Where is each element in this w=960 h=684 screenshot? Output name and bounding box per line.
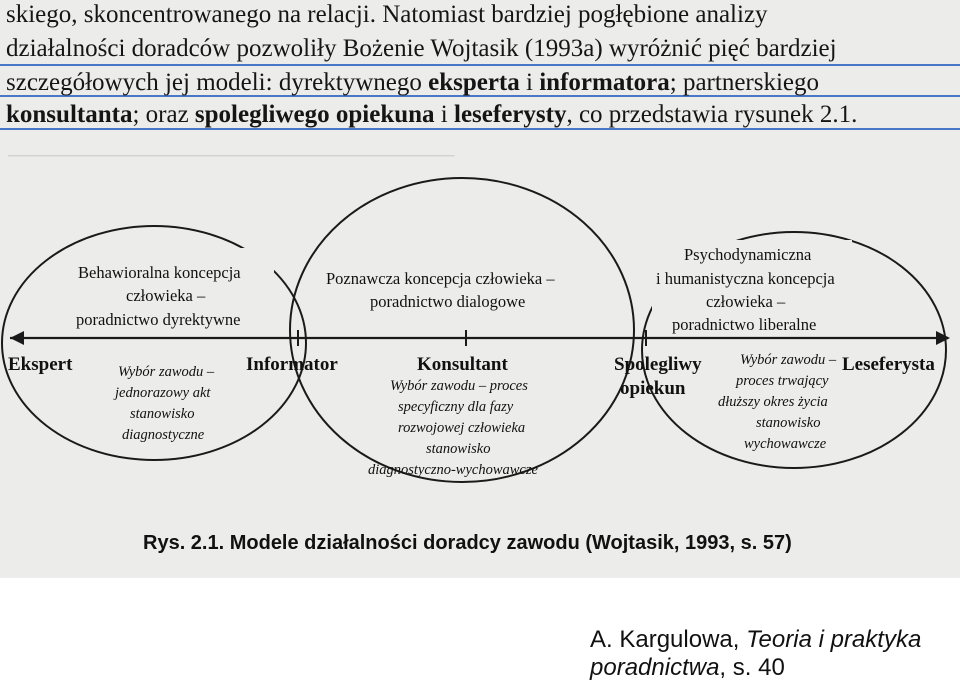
bold-term-ekspert: eksperta — [428, 69, 520, 96]
axis-arrow-right-icon — [936, 331, 950, 345]
citation-line-2 — [590, 654, 921, 682]
text-run: działalności doradców pozwoliły Bożenie Wojtasik (1993a) wyróżnić pięć bardziej — [6, 35, 837, 62]
left-detail-line: diagnostyczne — [122, 427, 205, 443]
bold-term-informator: informatora — [539, 69, 670, 96]
text-run: skiego, skoncentrowanego na relacji. Natomiast bardziej pogłębione analizy — [6, 1, 768, 28]
left-concept-line: człowieka – — [126, 286, 206, 305]
right-detail-line: wychowawcze — [744, 436, 827, 452]
right-detail-line: stanowisko — [756, 415, 821, 431]
citation-line-1 — [590, 626, 921, 654]
middle-detail-line: diagnostyczno-wychowawcze — [368, 462, 538, 478]
bold-term-leseferysta: leseferysty — [454, 101, 567, 128]
text-run: i — [519, 69, 540, 96]
left-detail-line: jednorazowy akt — [115, 385, 211, 401]
paragraph-line-2 — [6, 34, 956, 64]
text-run: i — [434, 101, 454, 128]
middle-concept-line: poradnictwo dialogowe — [370, 292, 526, 311]
right-detail-line: proces trwający — [736, 373, 829, 389]
middle-detail-line: rozwojowej człowieka — [398, 420, 526, 436]
left-concept-line: poradnictwo dyrektywne — [76, 310, 241, 329]
left-detail-line: Wybór zawodu – — [118, 364, 215, 380]
left-concept-line: Behawioralna koncepcja — [78, 263, 241, 282]
axis-label-opiekun: opiekun — [620, 378, 686, 399]
text-run: szczegółowych jej modeli: dyrektywnego — [6, 69, 429, 96]
left-detail-line: stanowisko — [130, 406, 195, 422]
text-run: , co przedstawia rysunek 2.1. — [566, 101, 858, 128]
highlight-underline — [0, 64, 960, 66]
axis-label-leseferysta: Leseferysta — [842, 354, 935, 375]
axis-label-konsultant: Konsultant — [417, 354, 508, 375]
citation-title-cont: poradnictwa — [590, 654, 720, 681]
right-concept-line: i humanistyczna koncepcja — [656, 269, 835, 288]
right-detail-line: Wybór zawodu – — [740, 352, 837, 368]
middle-circle — [290, 178, 634, 482]
counselor-models-diagram — [0, 150, 960, 530]
bold-term-opiekun: spolegliwego opiekuna — [194, 101, 435, 128]
citation-title: Teoria i praktyka — [746, 626, 922, 653]
text-run: ; partnerskiego — [669, 69, 820, 96]
middle-detail-line: Wybór zawodu – proces — [390, 378, 528, 394]
paragraph-line-1 — [6, 0, 956, 30]
right-concept-line: Psychodynamiczna — [684, 245, 812, 264]
middle-detail-line: stanowisko — [426, 441, 491, 457]
paragraph-line-4 — [6, 100, 956, 130]
axis-label-ekspert: Ekspert — [8, 354, 73, 375]
right-detail-line: dłuższy okres życia — [718, 394, 828, 410]
right-concept-line: poradnictwo liberalne — [672, 315, 817, 334]
text-run: ; oraz — [132, 101, 195, 128]
axis-label-informator: Informator — [246, 354, 338, 375]
citation-page: , s. 40 — [719, 654, 785, 681]
source-citation — [590, 626, 921, 682]
axis-arrow-left-icon — [10, 331, 24, 345]
bleed-through-text: ────────────────────────────── — [8, 143, 455, 167]
right-concept-line: człowieka – — [706, 292, 786, 311]
axis-label-spolegliwy: Spolegliwy — [614, 354, 702, 375]
paragraph-line-3 — [6, 68, 956, 98]
bold-term-konsultant: konsultanta — [6, 101, 133, 128]
citation-author: A. Kargulowa, — [590, 626, 747, 653]
middle-detail-line: specyficzny dla fazy — [398, 399, 514, 415]
figure-caption: Rys. 2.1. Modele działalności doradcy zawodu (Wojtasik, 1993, s. 57) — [143, 532, 792, 554]
middle-concept-line: Poznawcza koncepcja człowieka – — [326, 269, 555, 288]
